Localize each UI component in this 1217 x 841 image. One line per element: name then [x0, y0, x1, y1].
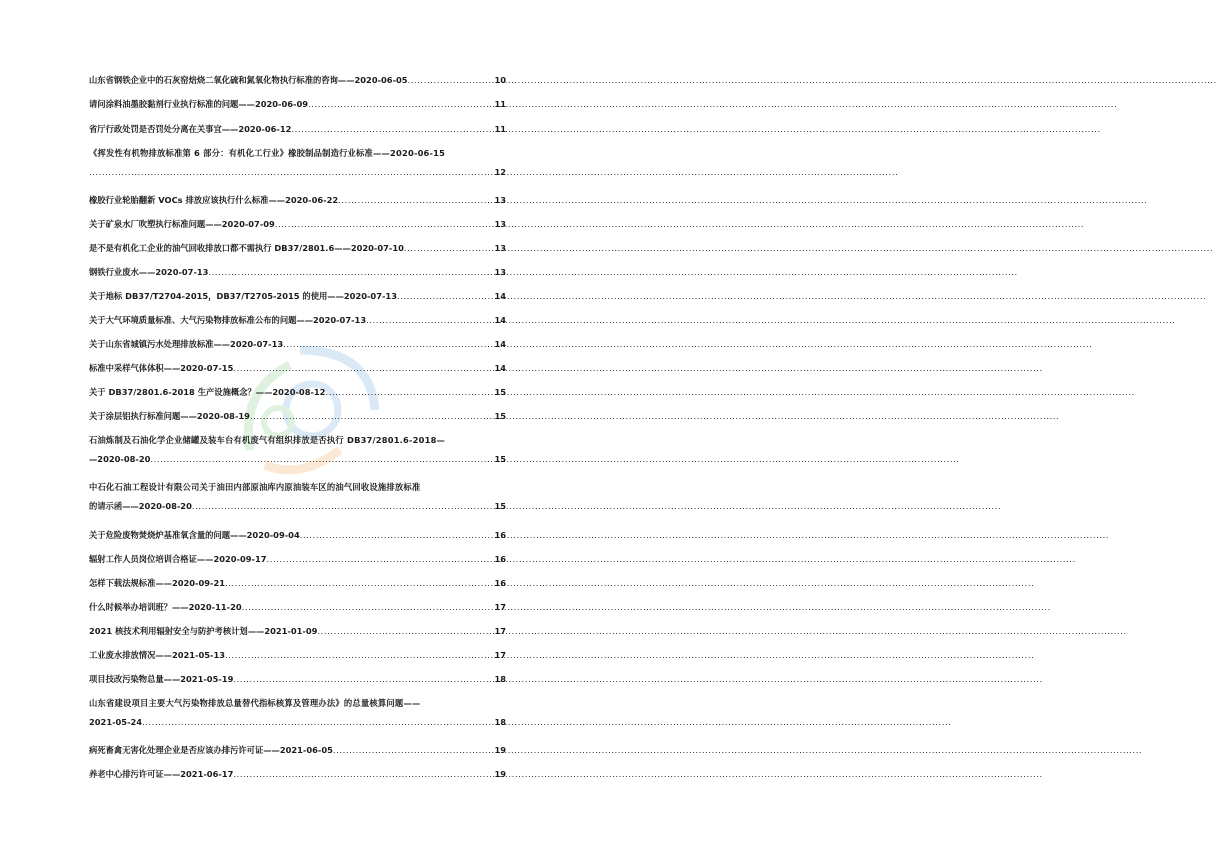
dot-leader [308, 99, 493, 110]
toc-page-number: 14 [494, 315, 506, 325]
toc-entry-title: 关于危险废物焚烧炉基准氧含量的问题——2020-09-04 [89, 530, 300, 540]
toc-page-number: 17 [494, 626, 506, 636]
toc-entry[interactable] [89, 148, 506, 178]
toc-entry[interactable] [89, 745, 506, 756]
toc-entry[interactable] [89, 267, 506, 278]
toc-entry-title: 中石化石油工程设计有限公司关于油田内部原油库内原油装车区的油气回收设施排放标准 [89, 482, 421, 492]
toc-page-number: 16 [494, 554, 506, 564]
toc-entry[interactable] [89, 674, 506, 685]
toc-entry-title: 关于大气环境质量标准、大气污染物排放标准公布的问题——2020-07-13 [89, 315, 367, 325]
dot-leader [333, 745, 494, 756]
toc-entry[interactable] [89, 75, 506, 86]
toc-page-number: 19 [494, 769, 506, 779]
toc-page-number: 18 [494, 717, 506, 727]
toc-page-number: 15 [494, 454, 506, 464]
toc-entry[interactable] [89, 291, 506, 302]
toc-entry-title-continued: —2020-08-20 [89, 454, 151, 464]
toc-entry[interactable] [89, 482, 506, 512]
dot-leader [408, 75, 494, 86]
toc-entry-title-continued: 2021-05-24 [89, 717, 143, 727]
dot-leader [233, 674, 493, 685]
toc-entry-title: 是不是有机化工企业的油气回收排放口都不需执行 DB37/2801.6——2020-07-10 [89, 243, 404, 253]
toc-entry-title: 省厅行政处罚是否罚处分离在关事宜——2020-06-12 [89, 124, 292, 134]
toc-entry[interactable] [89, 650, 506, 661]
dot-leader [233, 363, 493, 374]
dot-leader [338, 195, 493, 206]
dot-leader [366, 315, 493, 326]
toc-entry[interactable] [89, 698, 506, 728]
dot-leader [300, 530, 494, 541]
dot-leader [192, 501, 494, 512]
toc-entry[interactable] [89, 124, 506, 135]
toc-entry[interactable] [89, 219, 506, 230]
dot-leader [142, 717, 493, 728]
toc-page-number: 14 [494, 339, 506, 349]
dot-leader [233, 769, 493, 780]
toc-page-number: 13 [494, 195, 506, 205]
toc-entry[interactable] [89, 435, 506, 465]
toc-page-number: 17 [494, 650, 506, 660]
toc-entry-title: 石油炼制及石油化学企业储罐及装车台有机废气有组织排放是否执行 DB37/2801.6-2018— [89, 435, 446, 445]
toc-entry[interactable] [89, 339, 506, 350]
dot-leader [283, 339, 493, 350]
toc-page-number: 15 [494, 501, 506, 511]
toc-page-number: 13 [494, 219, 506, 229]
toc-entry[interactable] [89, 530, 506, 541]
dot-leader [275, 219, 494, 230]
toc-entry[interactable] [89, 315, 506, 326]
toc-page-number: 14 [494, 363, 506, 373]
toc-entry-title: 关于山东省城镇污水处理排放标准——2020-07-13 [89, 339, 284, 349]
toc-page-number: 13 [494, 267, 506, 277]
toc-entry-title-continued: 的请示函——2020-08-20 [89, 501, 192, 511]
dot-leader [225, 578, 493, 589]
dot-leader [291, 124, 493, 135]
dot-leader [325, 387, 493, 398]
toc-entry[interactable] [89, 363, 506, 374]
toc-entry-title: 工业废水排放情况——2021-05-13 [89, 650, 226, 660]
toc-entry-title: 关于 DB37/2801.6-2018 生产设施概念？——2020-08-12 [89, 387, 326, 397]
toc-page-number: 10 [494, 75, 506, 85]
toc-page-number: 14 [494, 291, 506, 301]
toc-entry[interactable] [89, 195, 506, 206]
dot-leader [150, 454, 493, 465]
toc-entry-title: 关于矿泉水厂吹塑执行标准问题——2020-07-09 [89, 219, 275, 229]
toc-page-number: 15 [494, 411, 506, 421]
toc-entry[interactable] [89, 769, 506, 780]
toc-page-number: 16 [494, 578, 506, 588]
dot-leader [242, 602, 494, 613]
toc-entry[interactable] [89, 243, 506, 254]
dot-leader [89, 167, 493, 178]
dot-leader [267, 554, 494, 565]
toc-entry-title: 什么时候举办培训班？——2020-11-20 [89, 602, 242, 612]
toc-page-number: 11 [494, 124, 506, 134]
toc-entry-title: 关于涂层铝执行标准问题——2020-08-19 [89, 411, 250, 421]
toc-entry-title: 辐射工作人员岗位培训合格证——2020-09-17 [89, 554, 267, 564]
toc-entry-title: 山东省建设项目主要大气污染物排放总量替代指标核算及管理办法》的总量核算问题—— [89, 698, 421, 708]
toc-page-number: 11 [494, 99, 506, 109]
dot-leader [250, 411, 494, 422]
toc-entry[interactable] [89, 602, 506, 613]
toc-entry-title: 橡胶行业轮胎翻新 VOCs 排放应该执行什么标准——2020-06-22 [89, 195, 339, 205]
toc-page-number: 15 [494, 387, 506, 397]
toc-entry[interactable] [89, 626, 506, 637]
toc-entry[interactable] [89, 578, 506, 589]
toc-entry-title: 标准中采样气体体积——2020-07-15 [89, 363, 234, 373]
toc-page-number: 18 [494, 674, 506, 684]
toc-entry-title: 养老中心排污许可证——2021-06-17 [89, 769, 234, 779]
toc-entry-title: 钢铁行业废水——2020-07-13 [89, 267, 209, 277]
toc-entry-title: 怎样下载法规标准——2020-09-21 [89, 578, 226, 588]
toc-entry-title: 2021 核技术利用辐射安全与防护考核计划——2021-01-09 [89, 626, 318, 636]
dot-leader [317, 626, 493, 637]
toc-page-number: 17 [494, 602, 506, 612]
toc-page-number: 13 [494, 243, 506, 253]
toc-entry[interactable] [89, 99, 506, 110]
toc-page-number: 12 [494, 167, 506, 177]
toc-entry[interactable] [89, 554, 506, 565]
toc-entry-title: 《挥发性有机物排放标准第 6 部分：有机化工行业》橡胶制品制造行业标准——2020-06-15 [89, 148, 446, 158]
dot-leader [208, 267, 493, 278]
dot-leader [225, 650, 493, 661]
watermark-arc-blue [300, 350, 375, 410]
toc-entry-title: 病死畜禽无害化处理企业是否应该办排污许可证——2021-06-05 [89, 745, 333, 755]
toc-page-number: 16 [494, 530, 506, 540]
toc-entry-title: 请问涂料油墨胶黏剂行业执行标准的问题——2020-06-09 [89, 99, 309, 109]
toc-entry[interactable] [89, 411, 506, 422]
toc-entry[interactable] [89, 387, 506, 398]
dot-leader [404, 243, 494, 254]
toc-entry-title: 关于地标 DB37/T2704-2015，DB37/T2705-2015 的使用——2020-07-13 [89, 291, 397, 301]
toc-entry-title: 项目技改污染物总量——2021-05-19 [89, 674, 234, 684]
toc-page-number: 19 [494, 745, 506, 755]
dot-leader [397, 291, 493, 302]
toc-entry-title: 山东省钢铁企业中的石灰窑焙烧二氧化硫和氮氧化物执行标准的咨询——2020-06-05 [89, 75, 408, 85]
